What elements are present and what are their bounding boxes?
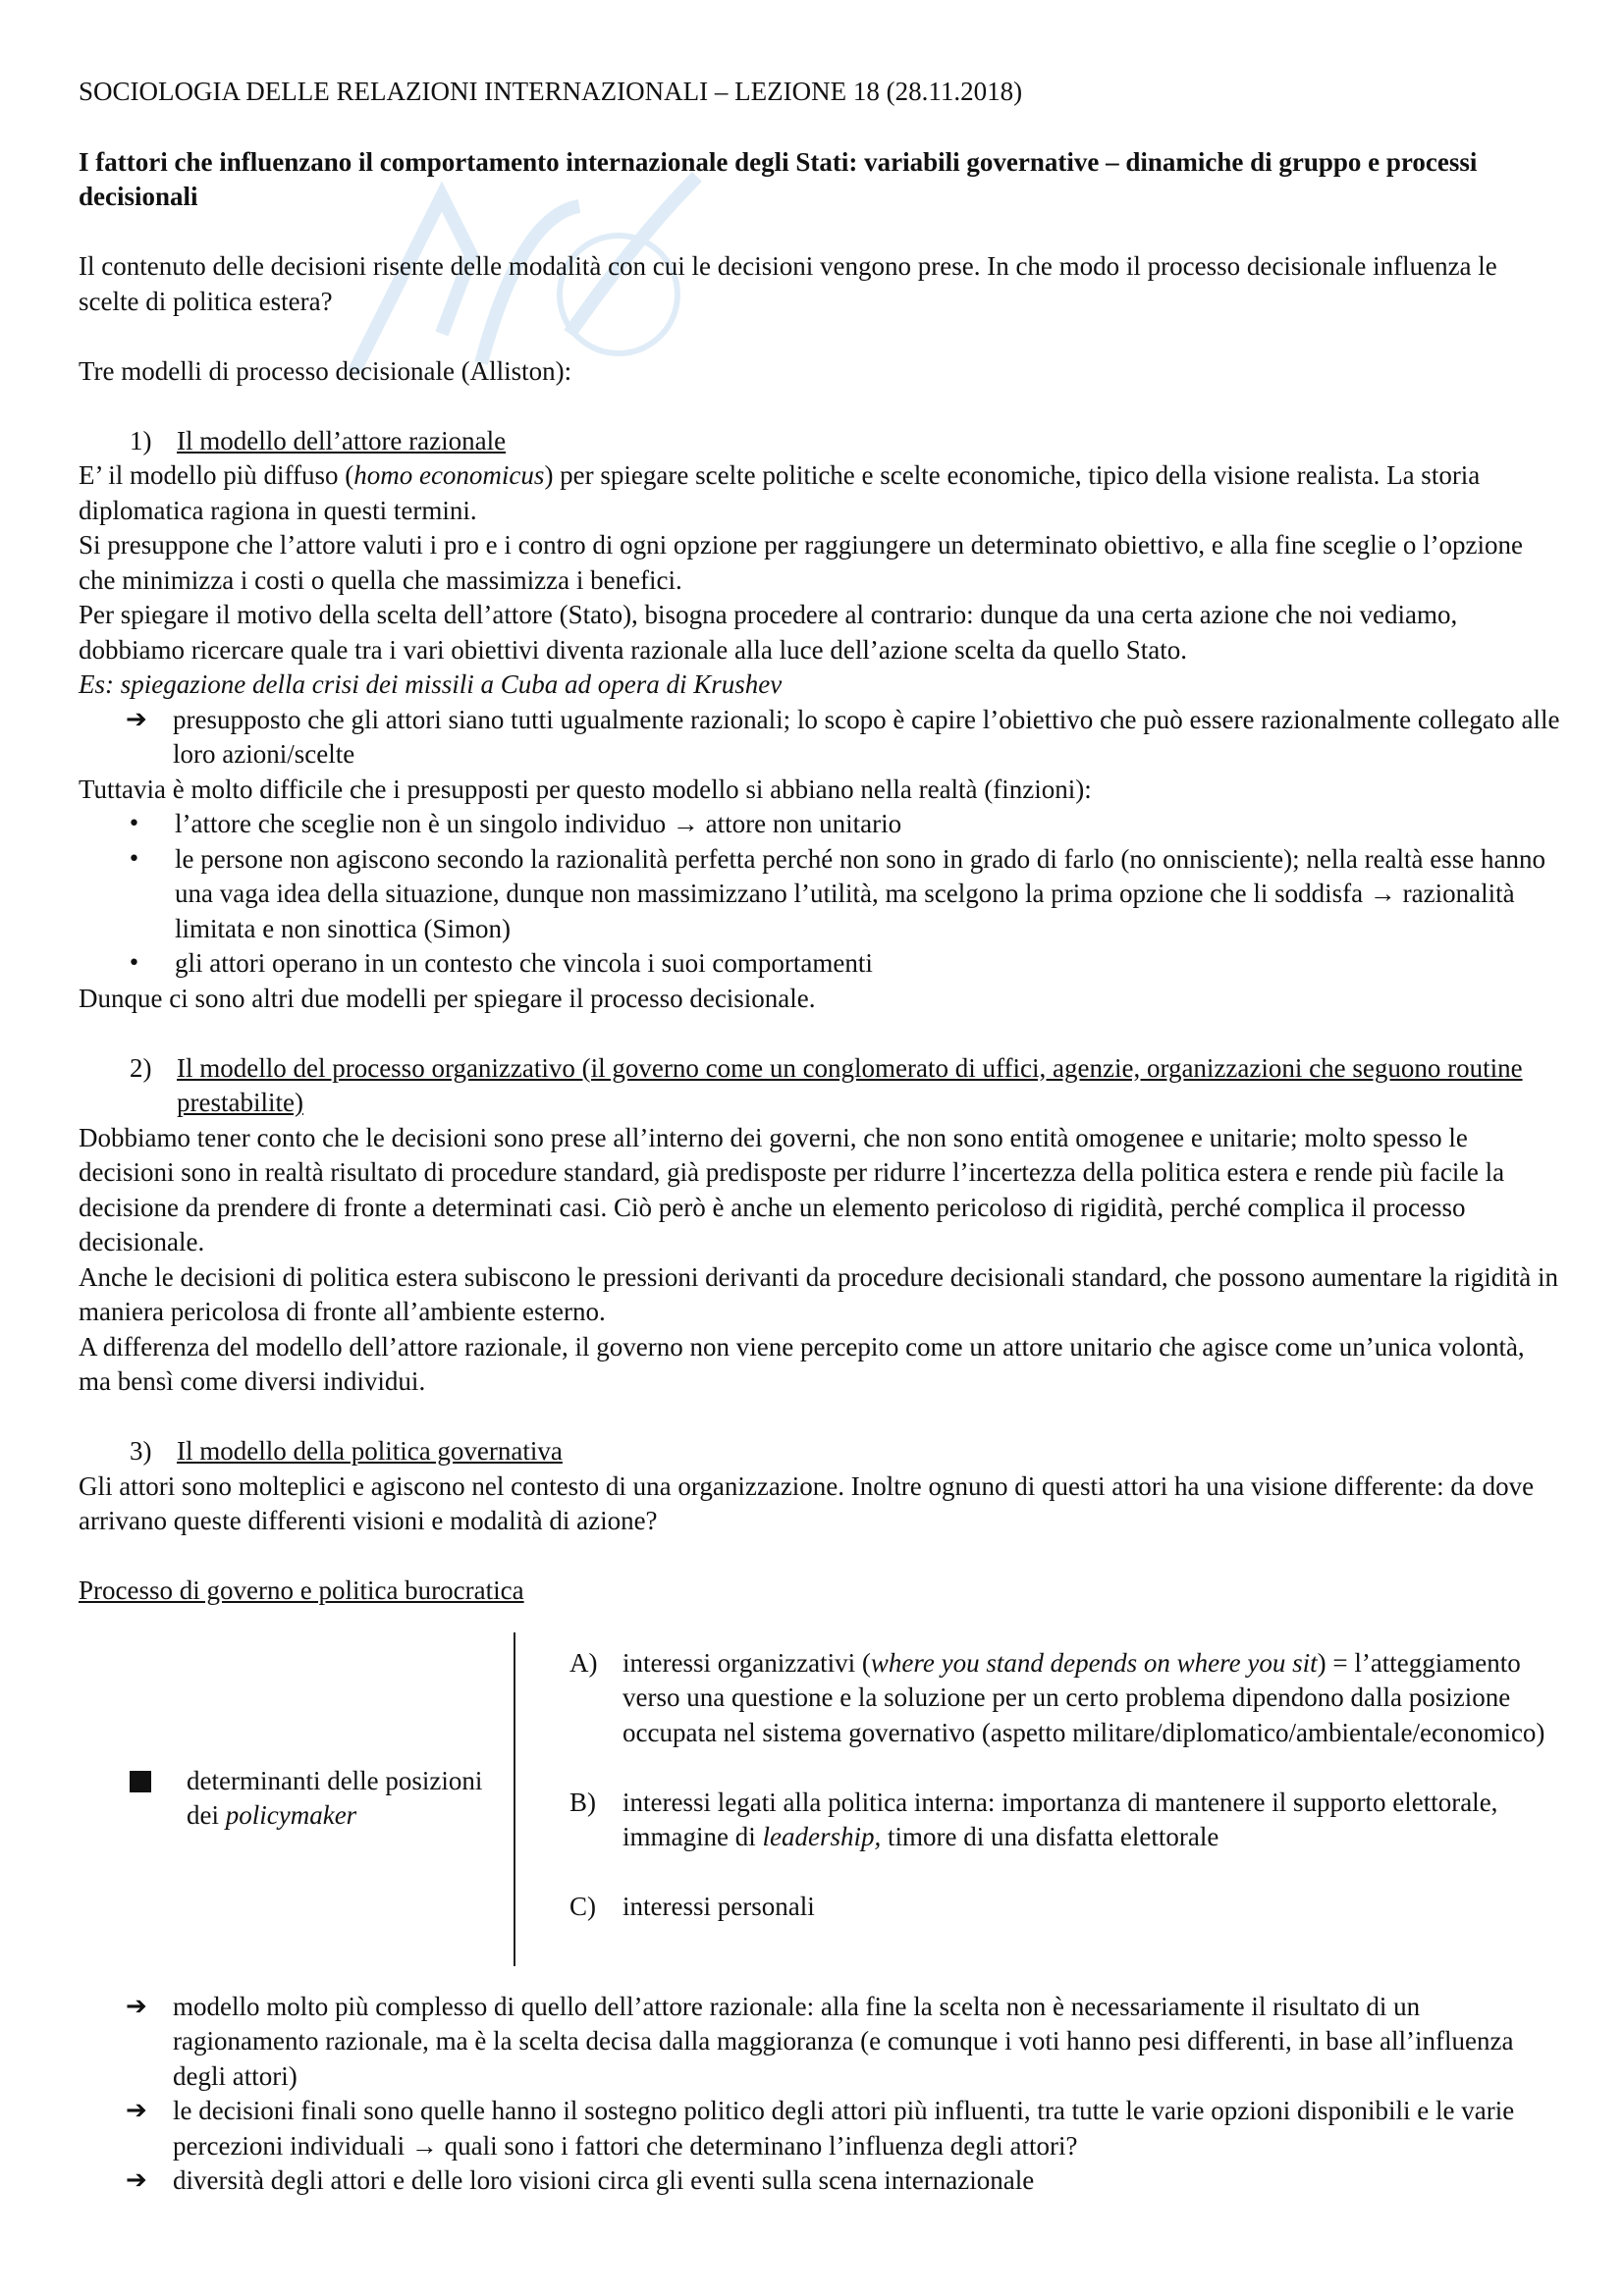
model3-heading: Il modello della politica governativa bbox=[177, 1436, 563, 1466]
vertical-divider bbox=[514, 1632, 515, 1966]
determinant-item-b: B) interessi legati alla politica interna: importanza di mantenere il supporto elettorale, immagine di leadership, timore di una disfatta elettorale bbox=[569, 1787, 1498, 1851]
document-title: SOCIOLOGIA DELLE RELAZIONI INTERNAZIONALI – LEZIONE 18 (28.11.2018) bbox=[79, 77, 1023, 106]
determinants-label: determinanti delle posizioni dei policymaker bbox=[130, 1764, 503, 1834]
model2-number: 2) bbox=[130, 1052, 152, 1083]
determinants-diagram bbox=[79, 1632, 1561, 1966]
model2-heading: Il modello del processo organizzativo (il governo come un conglomerato di uffici, agenzie, organizzazioni che seguono routine prestabilite) bbox=[177, 1052, 1523, 1117]
document-page bbox=[79, 75, 1561, 2199]
model1-arrow-item: ➔ presupposto che gli attori siano tutti ugualmente razionali; lo scopo è capire l’obiettivo che può essere razionalmente collegato alle loro azioni/scelte bbox=[79, 703, 1561, 773]
arrow-icon: ➔ bbox=[126, 2096, 147, 2125]
arrow-icon: ➔ bbox=[126, 704, 147, 734]
bullet-item: • le persone non agiscono secondo la razionalità perfetta perché non sono in grado di farlo (no onnisciente); nella realtà esse hanno una vaga idea della situazione, dunque non massimizzano l’utilità, ma scelgono la prima opzione che li soddisfa → razionalità limitata e non sinottica (Simon) bbox=[79, 842, 1561, 947]
arrow-icon: ➔ bbox=[126, 2165, 147, 2195]
model1-heading: Il modello dell’attore razionale bbox=[177, 425, 507, 455]
model1-paragraph-4: Tuttavia è molto difficile che i presupposti per questo modello si abbiano nella realtà (finzioni): bbox=[79, 774, 1092, 804]
model1-heading-row bbox=[79, 424, 1561, 459]
bullet-item: • l’attore che sceglie non è un singolo individuo → attore non unitario bbox=[79, 807, 1561, 842]
conclusion-arrow-item: ➔ diversità degli attori e delle loro visioni circa gli eventi sulla scena internazionale bbox=[79, 2163, 1561, 2199]
model2-paragraph-3: A differenza del modello dell’attore razionale, il governo non viene percepito come un attore unitario che agisce come un’unica volontà, ma bensì come diversi individui. bbox=[79, 1331, 1525, 1396]
square-bullet-icon bbox=[130, 1771, 151, 1792]
bullet-item: • gli attori operano in un contesto che vincola i suoi comportamenti bbox=[79, 946, 1561, 982]
model1-paragraph-3: Per spiegare il motivo della scelta dell’attore (Stato), bisogna procedere al contrario: dunque da una certa azione che noi vediamo, dobbiamo ricercare quale tra i vari obiettivi diventa razionale alla luce dell’azione scelta da quello Stato. bbox=[79, 600, 1458, 665]
model1-paragraph-2: Si presuppone che l’attore valuti i pro e i contro di ogni opzione per raggiungere un determinato obiettivo, e alla fine sceglie o l’opzione che minimizza i costi o quella che massimizza i benefici. bbox=[79, 530, 1524, 595]
model1-example: Es: spiegazione della crisi dei missili a Cuba ad opera di Krushev bbox=[79, 669, 783, 699]
model3-number: 3) bbox=[130, 1436, 152, 1466]
model3-paragraph-1: Gli attori sono molteplici e agiscono nel contesto di una organizzazione. Inoltre ognuno di questi attori ha una visione differente: da dove arrivano queste differenti visioni e modalità di azione? bbox=[79, 1470, 1535, 1535]
determinant-item-a: A) interessi organizzativi (where you stand depends on where you sit) = l’atteggiamento verso una questione e la soluzione per un certo problema dipendono dalla posizione occupata nel sistema governativo (aspetto militare/diplomatico/ambientale/economico) bbox=[569, 1647, 1545, 1747]
conclusion-arrow-item: ➔ modello molto più complesso di quello dell’attore razionale: alla fine la scelta non è necessariamente il risultato di un ragionamento razionale, ma è la scelta decisa dalla maggioranza (e comunque i voti hanno pesi differenti, in base all’influenza degli attori) bbox=[79, 1990, 1561, 2095]
model2-heading-row bbox=[79, 1051, 1561, 1121]
determinant-item-c: C) interessi personali bbox=[569, 1892, 815, 1921]
model3-heading-row bbox=[79, 1434, 1561, 1469]
bullet-icon: • bbox=[128, 951, 140, 976]
model1-paragraph-1: E’ il modello più diffuso (homo economicus) per spiegare scelte politiche e scelte economiche, tipico della visione realista. La storia diplomatica ragiona in questi termini. bbox=[79, 460, 1481, 525]
conclusion-arrow-item: ➔ le decisioni finali sono quelle hanno il sostegno politico degli attori più influenti, tra tutte le varie opzioni disponibili e le varie percezioni individuali → quali sono i fattori che determinano l’influenza degli attori? bbox=[79, 2094, 1561, 2163]
model2-paragraph-2: Anche le decisioni di politica estera subiscono le pressioni derivanti da procedure decisionali standard, che possono aumentare la rigidità in maniera pericolosa di fronte all’ambiente esterno. bbox=[79, 1261, 1559, 1326]
model1-paragraph-5: Dunque ci sono altri due modelli per spiegare il processo decisionale. bbox=[79, 983, 816, 1013]
arrow-icon: ➔ bbox=[126, 1991, 147, 2021]
intro-models-line: Tre modelli di processo decisionale (Alliston): bbox=[79, 355, 572, 386]
bureaucratic-heading: Processo di governo e politica burocratica bbox=[79, 1575, 524, 1605]
intro-paragraph: Il contenuto delle decisioni risente delle modalità con cui le decisioni vengono prese. In che modo il processo decisionale influenza le scelte di politica estera? bbox=[79, 251, 1497, 316]
determinants-list bbox=[569, 1646, 1551, 1960]
model1-number: 1) bbox=[130, 425, 152, 455]
bullet-icon: • bbox=[128, 812, 140, 836]
model2-paragraph-1: Dobbiamo tener conto che le decisioni sono prese all’interno dei governi, che non sono entità omogenee e unitarie; molto spesso le decisioni sono in realtà risultato di procedure standard, già predisposte per ridurre l’incertezza della politica estera e rende più facile la decisione da prendere di fronte a determinati casi. Ciò però è anche un elemento pericoloso di rigidità, perché complica il processo decisionale. bbox=[79, 1122, 1505, 1256]
lesson-subtitle: I fattori che influenzano il comportamento internazionale degli Stati: variabili governative – dinamiche di gruppo e processi decisionali bbox=[79, 146, 1478, 211]
bullet-icon: • bbox=[128, 846, 140, 872]
